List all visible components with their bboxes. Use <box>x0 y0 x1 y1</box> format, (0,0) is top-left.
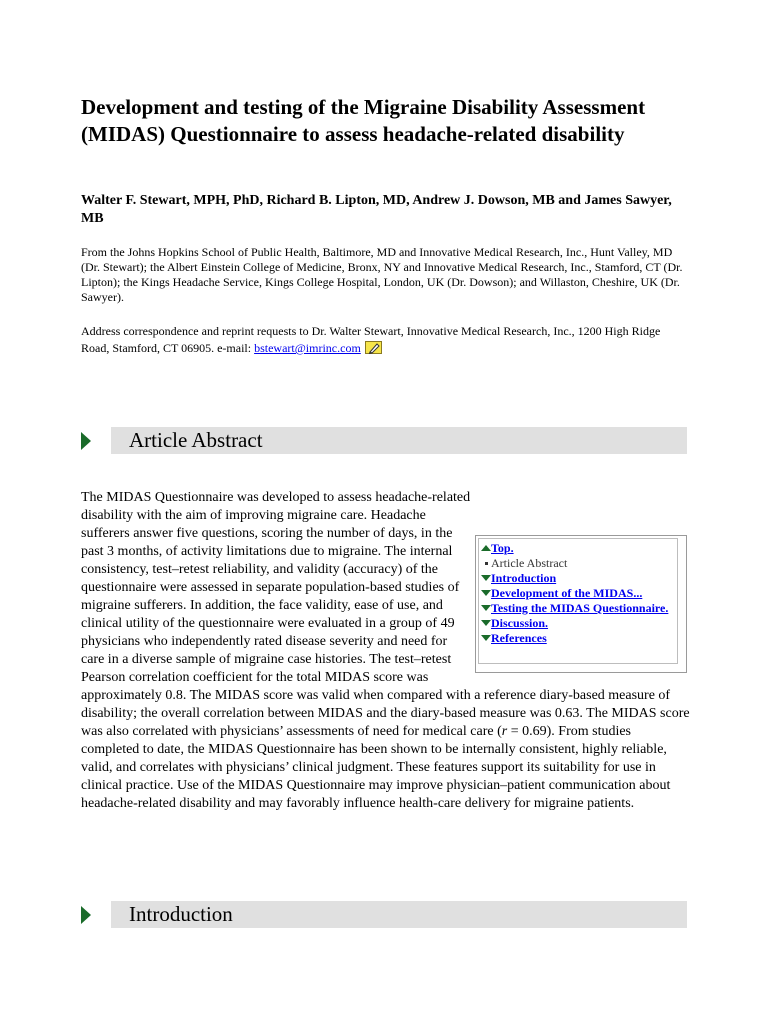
toc-item-references[interactable] <box>481 631 677 646</box>
down-triangle-icon <box>481 631 491 646</box>
introduction-section-header <box>81 901 687 928</box>
abstract-body <box>81 489 691 813</box>
down-triangle-icon <box>481 616 491 631</box>
email-link[interactable]: bstewart@imrinc.com <box>254 341 361 355</box>
toc-item-discussion[interactable] <box>481 616 677 631</box>
abstract-text-part2: = 0.69). From studies completed to date, the MIDAS Questionnaire has been shown to be internally consistent, highly reliable, valid, and correlates with physicians’ clinical judgment. These features support its suitability for use in clinical practice. Use of the MIDAS Questionnaire may improve physician–patient communication about headache-related disability and may favorably influence health-care delivery for migraine patients. <box>81 724 671 811</box>
down-triangle-icon <box>481 571 491 586</box>
toc-list <box>478 538 678 664</box>
down-triangle-icon <box>481 586 491 601</box>
toc-link-top[interactable]: Top. <box>491 541 514 555</box>
down-triangle-icon <box>481 601 491 616</box>
abstract-heading-bar <box>111 427 687 454</box>
email-compose-icon[interactable] <box>365 341 382 354</box>
abstract-heading: Article Abstract <box>129 428 263 452</box>
author-list: Walter F. Stewart, MPH, PhD, Richard B. Lipton, MD, Andrew J. Dowson, MB and James Sawyer, MB <box>81 193 672 226</box>
toc-current-label: Article Abstract <box>491 556 568 570</box>
toc-link-references[interactable]: References <box>491 631 547 645</box>
toc-item-introduction[interactable] <box>481 571 677 586</box>
affiliations: From the Johns Hopkins School of Public Health, Baltimore, MD and Innovative Medical Research, Inc., Hunt Valley, MD (Dr. Stewart); the Albert Einstein College of Medicine, Bronx, NY and Innovative Medical Research, Inc., Stamford, CT (Dr. Lipton); the Kings Headache Service, Kings College Hospital, London, UK (Dr. Dowson); and Willaston, Cheshire, UK (Dr. Sawyer). <box>81 245 683 304</box>
toc-item-top[interactable] <box>481 541 677 556</box>
correspondence-address <box>81 323 691 357</box>
toc-item-testing[interactable] <box>481 601 677 616</box>
bullet-icon <box>481 556 491 571</box>
toc-link-introduction[interactable]: Introduction <box>491 571 557 585</box>
section-arrow-icon <box>81 906 91 924</box>
abstract-r-symbol: r <box>501 724 508 739</box>
table-of-contents-box <box>475 535 687 673</box>
article-title: Development and testing of the Migraine Disability Assessment (MIDAS) Questionnaire to assess headache-related disability <box>81 95 646 146</box>
toc-link-testing[interactable]: Testing the MIDAS Questionnaire. <box>491 601 669 615</box>
abstract-text-part1: The MIDAS Questionnaire was developed to assess headache-related disability with the aim of improving migraine care. Headache sufferers answer five questions, scoring the number of days, in the past 3 months, of activity limitations due to migraine. The internal consistency, test–retest reliability, and validity (accuracy) of the questionnaire were assessed in separate population-based studies of migraine sufferers. In addition, the face validity, ease of use, and clinical utility of the questionnaire were evaluated in a group of 49 physicians who independently rated disease severity and need for care in a diverse sample of migraine case histories. The test–retest Pearson correlation coefficient for the total MIDAS score was approximately 0.8. The MIDAS score was valid when compared with a reference diary-based measure of disability; the overall correlation between MIDAS and the diary-based measure was 0.63. The MIDAS score was also correlated with physicians’ assessments of need for medical care ( <box>81 490 690 739</box>
section-arrow-icon <box>81 432 91 450</box>
toc-link-development[interactable]: Development of the MIDAS... <box>491 586 643 600</box>
toc-item-article-abstract <box>481 556 677 571</box>
abstract-section-header <box>81 427 687 454</box>
toc-link-discussion[interactable]: Discussion. <box>491 616 549 630</box>
introduction-heading-bar <box>111 901 687 928</box>
introduction-heading: Introduction <box>129 902 233 926</box>
up-triangle-icon <box>481 541 491 556</box>
toc-item-development[interactable] <box>481 586 677 601</box>
correspondence-text: Address correspondence and reprint requests to Dr. Walter Stewart, Innovative Medical Research, Inc., 1200 High Ridge Road, Stamford, CT 06905. e-mail: <box>81 324 661 355</box>
